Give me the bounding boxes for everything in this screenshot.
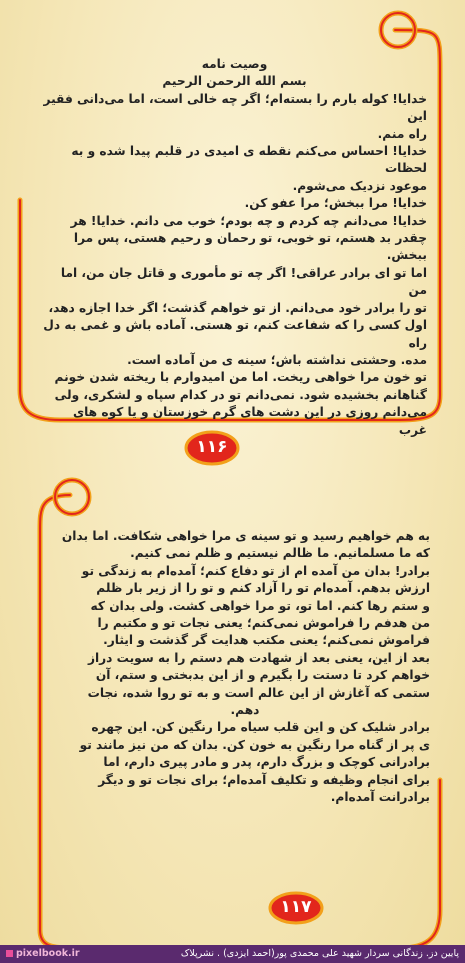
site-watermark[interactable]: pixelbook.ir [6, 945, 80, 963]
page2-number: ۱۱۷ [280, 897, 312, 917]
page2-line: دهم. [230, 703, 260, 718]
page1-line: چقدر بد هستم، تو خوبی، تو رحمان و رحیم هستی، پس مرا ببخش. [73, 231, 427, 263]
page1-line: تو خون مرا خواهی ریخت. اما من امیدوارم با ریخته شدن خونم [54, 370, 427, 385]
page2-line: فراموش نمی‌کنم؛ یعنی مکتب هدایت گر گذشت و ایثار. [103, 633, 430, 648]
page1-line: خدایا! احساس می‌کنم نقطه ی امیدی در قلبم پیدا شده و به لحظات [71, 144, 427, 176]
page1-line: می‌دانم روزی در این دشت های گرم خوزستان و یا کوه های غرب [72, 405, 427, 437]
page2-text [60, 528, 430, 807]
page1-line: گناهانم بخشیده شود. نمی‌دانم تو در کدام سپاه و لشکری، ولی [54, 387, 427, 402]
page2-line: برادرانت آمده‌ام. [330, 790, 430, 805]
page2-line: خواهم کرد تا دستت را بگیرم و از این بدبختی و ستم، آن [95, 668, 430, 683]
page1-line: خدایا! مرا ببخش؛ مرا عفو کن. [244, 196, 427, 211]
page1-line: اما تو ای برادر عراقی! اگر چه تو مأموری و قاتل جان من، اما من [60, 265, 427, 298]
page2-line: و ستم رها کنم. اما تو، تو مرا خواهی کشت. ولی بدان که [90, 598, 430, 613]
page1-line: خدایا! می‌دانم چه کردم و چه بودم؛ خوب می دانم. خدایا! هر [70, 213, 427, 228]
page1-basmala: بسم الله الرحمن الرحیم [162, 74, 307, 89]
page2-line: ارزش بدهم. آمده‌ام تو را آزاد کنم و تو را از زیر بار ظلم [96, 581, 430, 596]
page2-line: بعد از این، یعنی بعد از شهادت هم دستم را به سویت دراز [87, 650, 430, 665]
square-icon [6, 950, 13, 957]
page2-line: من هدفم را فراموش نمی‌کنم؛ یعنی نجات تو و مکتبم را [97, 616, 430, 631]
page2-line: برای انجام وظیفه و تکلیف آمده‌ام؛ برای نجات تو و دیگر [98, 772, 430, 787]
book-info: پایین دز. زندگانی سردار شهید علی محمدی پور(احمد ایزدی) . نشرپلاک [180, 948, 459, 959]
page2-line: به هم خواهیم رسید و تو سینه ی مرا خواهی شکافت. اما بدان [61, 529, 430, 543]
page1-line: راه منم. [377, 126, 427, 141]
page2-line: برادرانی کوچک و بزرگ دارم، پدر و مادر پیری دارم، اما [103, 755, 430, 770]
page2-line: ستمی که آغازش از این عالم است و به تو روا شده، نجات [87, 685, 430, 700]
page1-line: خدایا! کوله بارم را بسته‌ام؛ اگر چه خالی است، اما می‌دانی فقیر این [43, 91, 427, 124]
page1-text [42, 56, 427, 439]
page1-line: اول کسی را که شفاعت کنم، تو هستی. آماده باش و غمی به دل راه [43, 318, 427, 350]
page1-line: موعود نزدیک می‌شوم. [292, 178, 427, 193]
footer-bar [0, 945, 465, 963]
page1-title: وصیت نامه [201, 57, 268, 71]
page1-number: ۱۱۶ [196, 437, 228, 457]
page1-line: مده. وحشتی نداشته باش؛ سینه ی من آماده است. [127, 352, 427, 367]
page2-line: برادر! بدان من آمده ام از تو دفاع کنم؛ آمده‌ام به زندگی تو [81, 563, 430, 578]
page2-line: برادر شلیک کن و این قلب سیاه مرا رنگین کن. این چهره [91, 720, 430, 735]
page1-line: تو را برادر خود می‌دانم. از تو خواهم گذشت؛ اگر خدا اجازه دهد، [48, 300, 427, 315]
page2-line: ی پر از گناه مرا رنگین به خون کن. بدان که من نیز مانند تو [79, 737, 430, 752]
page2-line: که ما مسلمانیم. ما ظالم نیستیم و ظلم نمی کنیم. [130, 546, 430, 561]
